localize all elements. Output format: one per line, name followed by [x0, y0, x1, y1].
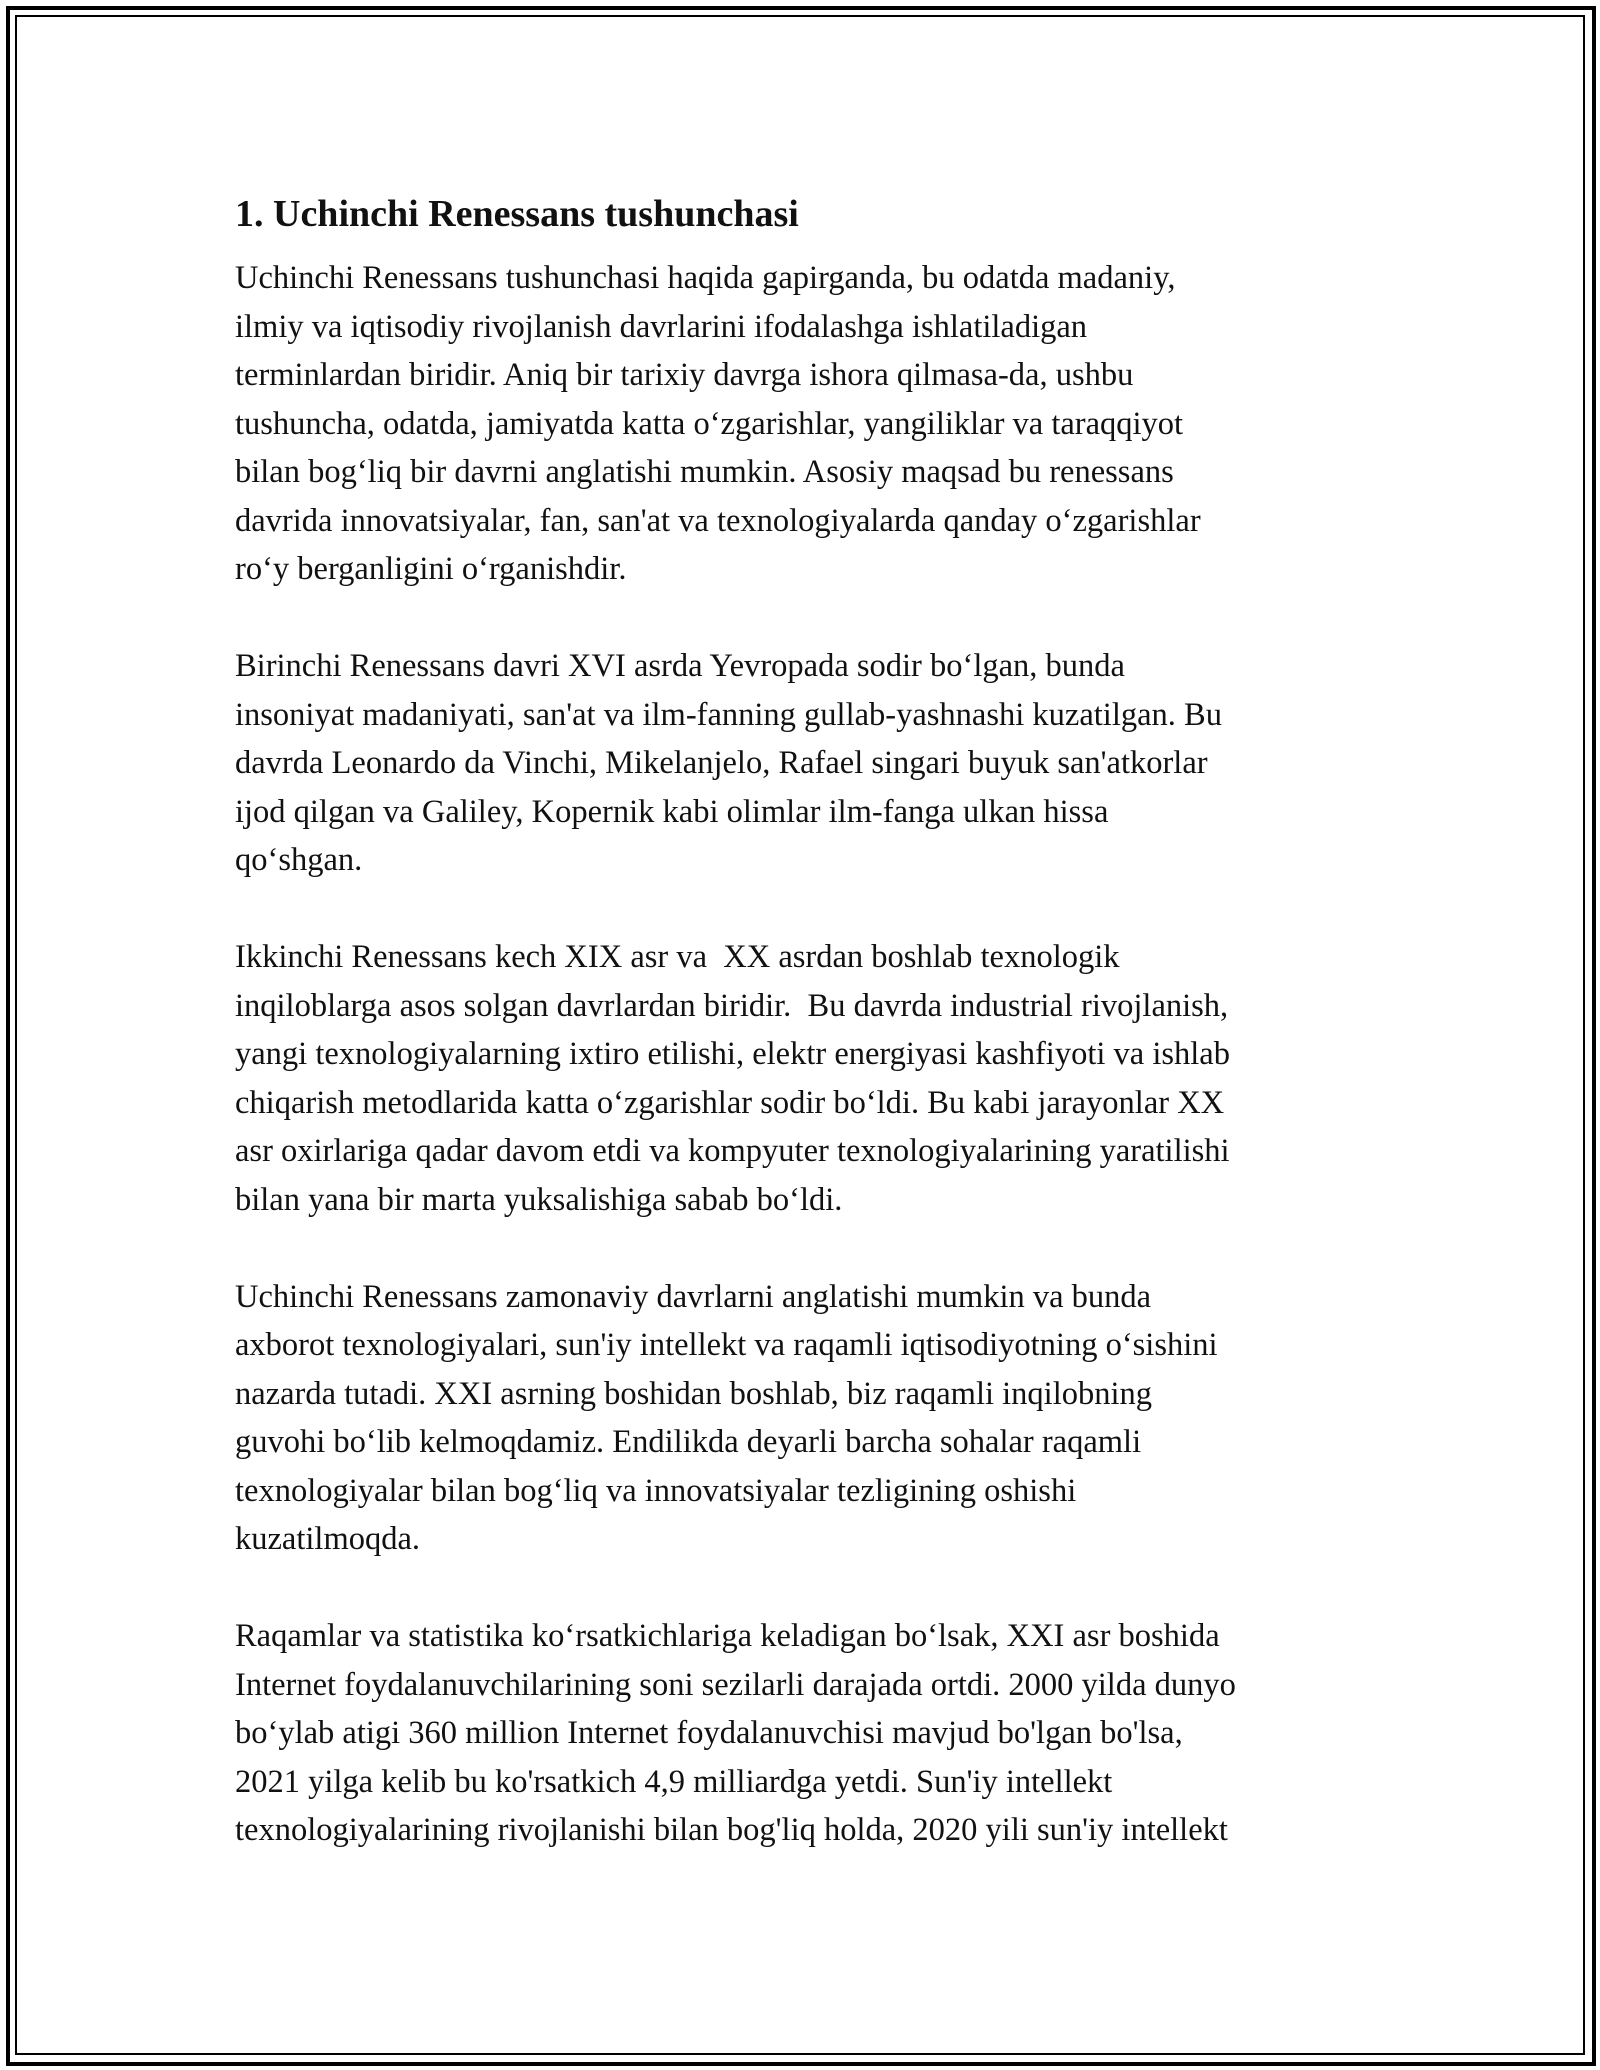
- text-line: asr oxirlariga qadar davom etdi va kompyuter texnologiyalarining yaratilishi: [235, 1133, 1230, 1169]
- document-body: [235, 186, 1385, 1903]
- paragraph-list: [235, 254, 1385, 1855]
- text-line: ilmiy va iqtisodiy rivojlanish davrlarini ifodalashga ishlatiladigan: [235, 308, 1088, 345]
- text-line: 2021 yilga kelib bu ko'rsatkich 4,9 milliardga yetdi. Sun'iy intellekt: [235, 1763, 1113, 1800]
- text-line: chiqarish metodlarida katta o‘zgarishlar sodir bo‘ldi. Bu kabi jarayonlar XX: [235, 1084, 1225, 1121]
- text-line: bo‘ylab atigi 360 million Internet foydalanuvchisi mavjud bo'lgan bo'lsa,: [235, 1715, 1183, 1751]
- text-line: nazarda tutadi. XXI asrning boshidan boshlab, biz raqamli inqilobning: [235, 1375, 1153, 1412]
- section-heading: 1. Uchinchi Renessans tushunchasi: [235, 193, 799, 235]
- text-line: ro‘y berganligini o‘rganishdir.: [235, 551, 627, 587]
- text-line: Uchinchi Renessans zamonaviy davrlarni anglatishi mumkin va bunda: [235, 1278, 1152, 1315]
- text-line: Uchinchi Renessans tushunchasi haqida gapirganda, bu odatda madaniy,: [235, 260, 1176, 296]
- paragraph: [235, 254, 1385, 594]
- text-line: axborot texnologiyalari, sun'iy intellekt va raqamli iqtisodiyotning o‘sishini: [235, 1327, 1218, 1363]
- paragraph: [235, 642, 1385, 885]
- paragraph: [235, 1273, 1385, 1564]
- text-line: qo‘shgan.: [235, 842, 363, 878]
- text-line: terminlardan biridir. Aniq bir tarixiy davrga ishora qilmasa-da, ushbu: [235, 357, 1134, 393]
- text-line: ijod qilgan va Galiley, Kopernik kabi olimlar ilm-fanga ulkan hissa: [235, 793, 1109, 830]
- text-line: davrda Leonardo da Vinchi, Mikelanjelo, Rafael singari buyuk san'atkorlar: [235, 745, 1208, 781]
- text-line: tushuncha, odatda, jamiyatda katta o‘zgarishlar, yangiliklar va taraqqiyot: [235, 405, 1184, 442]
- text-line: texnologiyalarining rivojlanishi bilan bog'liq holda, 2020 yili sun'iy intellekt: [235, 1812, 1228, 1848]
- text-line: inqiloblarga asos solgan davrlardan biridir. Bu davrda industrial rivojlanish,: [235, 987, 1229, 1024]
- text-line: guvohi bo‘lib kelmoqdamiz. Endilikda deyarli barcha sohalar raqamli: [235, 1424, 1142, 1460]
- text-line: bilan yana bir marta yuksalishiga sabab bo‘ldi.: [235, 1181, 843, 1218]
- text-line: Raqamlar va statistika ko‘rsatkichlariga keladigan bo‘lsak, XXI asr boshida: [235, 1618, 1220, 1654]
- text-line: davrida innovatsiyalar, fan, san'at va texnologiyalarda qanday o‘zgarishlar: [235, 502, 1201, 539]
- text-line: Internet foydalanuvchilarining soni sezilarli darajada ortdi. 2000 yilda dunyo: [235, 1666, 1236, 1703]
- text-line: texnologiyalar bilan bog‘liq va innovatsiyalar tezligining oshishi: [235, 1472, 1077, 1509]
- text-line: kuzatilmoqda.: [235, 1521, 421, 1557]
- text-line: insoniyat madaniyati, san'at va ilm-fanning gullab-yashnashi kuzatilgan. Bu: [235, 696, 1222, 733]
- paragraph: [235, 933, 1385, 1224]
- paragraph: [235, 1612, 1385, 1855]
- text-line: Birinchi Renessans davri XVI asrda Yevropada sodir bo‘lgan, bunda: [235, 648, 1125, 684]
- text-line: yangi texnologiyalarning ixtiro etilishi, elektr energiyasi kashfiyoti va ishlab: [235, 1036, 1230, 1072]
- text-line: bilan bog‘liq bir davrni anglatishi mumkin. Asosiy maqsad bu renessans: [235, 454, 1174, 490]
- text-line: Ikkinchi Renessans kech XIX asr va XX asrdan boshlab texnologik: [235, 939, 1120, 975]
